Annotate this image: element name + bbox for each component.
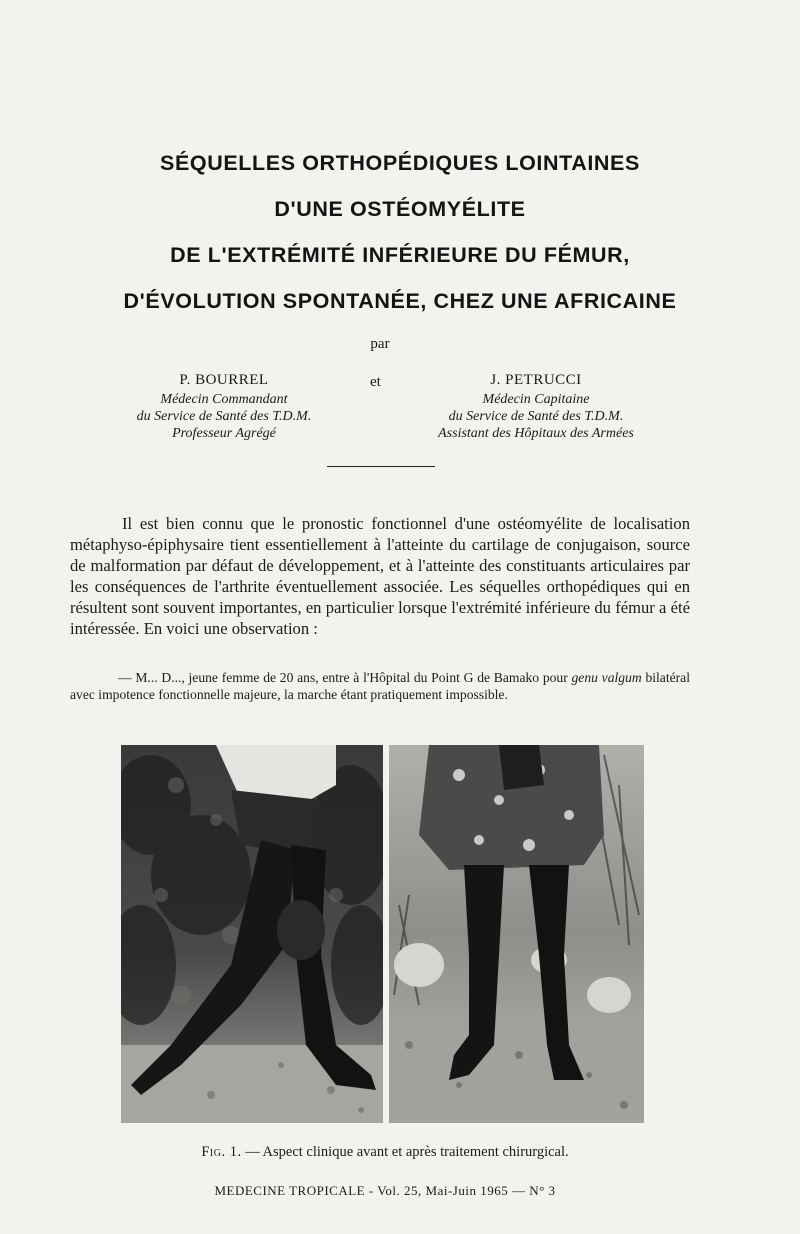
author-role: du Service de Santé des T.D.M.	[448, 409, 624, 424]
title-line-1: SÉQUELLES ORTHOPÉDIQUES LOINTAINES	[160, 151, 640, 175]
author-role: Assistant des Hôpitaux des Armées	[438, 426, 634, 441]
body-paragraph: Il est bien connu que le pronostic fonctionnel d'une ostéomyélite de localisation métaphyso-épiphysaire tient essentiellement à l'atteinte du cartilage de conjugaison, source de malformation par défaut de développement, et à l'atteinte des constituants articulaires par les conséquences de l'arthrite éventuellement associée. Les séquelles orthopédiques qui en résultent sont souvent importantes, en particulier lorsque l'extrémité inférieure du fémur a été intéressée. En voici une observation :	[70, 514, 690, 638]
title-line-4: D'ÉVOLUTION SPONTANÉE, CHEZ UNE AFRICAINE	[123, 289, 677, 313]
author-block-2	[386, 372, 686, 442]
figure-label: Fig. 1.	[201, 1144, 242, 1160]
figure-caption	[0, 1144, 770, 1161]
by-line: par	[370, 336, 390, 352]
author-role: Professeur Agrégé	[172, 426, 276, 441]
figure-caption-text: — Aspect clinique avant et après traitement chirurgical.	[245, 1144, 569, 1160]
author-conjunction: et	[370, 374, 381, 390]
author-name: P. BOURREL	[179, 372, 269, 388]
title-line-2: D'UNE OSTÉOMYÉLITE	[274, 197, 526, 221]
title-line-3: DE L'EXTRÉMITÉ INFÉRIEURE DU FÉMUR,	[170, 243, 630, 267]
observation-rest: bilatéral avec impotence fonctionnelle majeure, la marche étant pratiquement impossible.	[70, 670, 690, 702]
clinical-photo-before	[121, 745, 383, 1123]
section-divider	[327, 466, 435, 467]
author-role: du Service de Santé des T.D.M.	[136, 409, 312, 424]
journal-footer: MEDECINE TROPICALE - Vol. 25, Mai-Juin 1965 — N° 3	[214, 1183, 556, 1198]
observation-paragraph	[70, 669, 690, 703]
author-role: Médecin Commandant	[160, 392, 288, 407]
observation-italic-term: genu valgum	[571, 670, 642, 685]
author-block-1	[74, 372, 374, 442]
clinical-photo-after	[389, 745, 644, 1123]
observation-intro: — M... D..., jeune femme de 20 ans, entre à l'Hôpital du Point G de Bamako pour	[118, 670, 568, 685]
author-role: Médecin Capitaine	[482, 392, 590, 407]
author-name: J. PETRUCCI	[490, 372, 582, 388]
article-title	[0, 140, 800, 324]
